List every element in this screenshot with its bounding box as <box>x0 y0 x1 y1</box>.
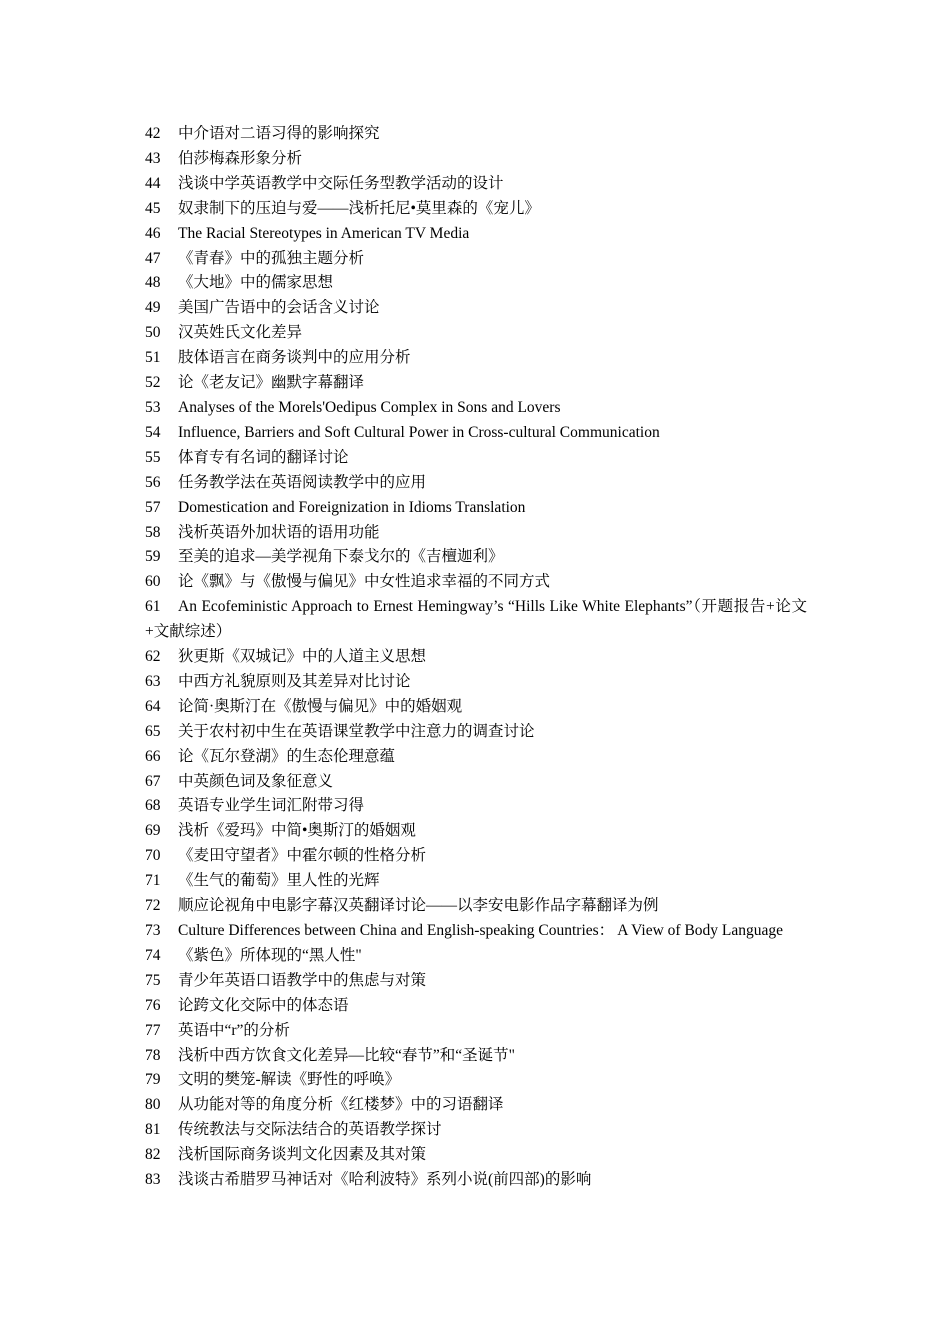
item-title: 任务教学法在英语阅读教学中的应用 <box>178 473 427 491</box>
list-item <box>145 794 807 819</box>
list-item <box>145 172 807 197</box>
item-number: 65 <box>145 722 161 740</box>
item-number: 55 <box>145 448 161 466</box>
item-title: The Racial Stereotypes in American TV Media <box>178 224 470 242</box>
item-number: 60 <box>145 573 161 591</box>
item-number: 49 <box>145 299 161 317</box>
item-number: 67 <box>145 772 161 790</box>
item-title: 浅谈古希腊罗马神话对《哈利波特》系列小说(前四部)的影响 <box>178 1171 592 1189</box>
item-title: 《紫色》所体现的“黑人性" <box>178 946 362 964</box>
item-title: 英语专业学生词汇附带习得 <box>178 797 365 815</box>
list-item <box>145 994 807 1019</box>
list-item <box>145 321 807 346</box>
list-item <box>145 894 807 919</box>
item-number: 63 <box>145 672 161 690</box>
list-item <box>145 1143 807 1168</box>
item-title: An Ecofeministic Approach to Ernest Hemingway’s “Hills Like White Elephants”（开题报告+论文+文献综述） <box>145 598 807 641</box>
item-number: 56 <box>145 473 161 491</box>
item-title: 论简·奥斯汀在《傲慢与偏见》中的婚姻观 <box>178 697 463 715</box>
list-item <box>145 496 807 521</box>
item-number: 50 <box>145 324 161 342</box>
list-item <box>145 421 807 446</box>
item-title: 狄更斯《双城记》中的人道主义思想 <box>178 648 427 666</box>
item-number: 79 <box>145 1071 161 1089</box>
item-number: 77 <box>145 1021 161 1039</box>
list-item <box>145 1019 807 1044</box>
item-number: 75 <box>145 971 161 989</box>
item-number: 48 <box>145 274 161 292</box>
item-number: 43 <box>145 149 161 167</box>
item-title: 文明的樊笼-解读《野性的呼唤》 <box>178 1071 401 1089</box>
list-item <box>145 1118 807 1143</box>
item-number: 78 <box>145 1046 161 1064</box>
list-item <box>145 595 807 645</box>
list-item <box>145 1168 807 1193</box>
item-title: 浅析中西方饮食文化差异—比较“春节”和“圣诞节" <box>178 1046 515 1064</box>
item-number: 54 <box>145 423 161 441</box>
thesis-topic-list <box>145 122 807 1193</box>
item-number: 58 <box>145 523 161 541</box>
list-item <box>145 296 807 321</box>
item-title: 关于农村初中生在英语课堂教学中注意力的调查讨论 <box>178 722 535 740</box>
item-title: 汉英姓氏文化差异 <box>178 324 303 342</box>
item-number: 59 <box>145 548 161 566</box>
item-number: 46 <box>145 224 161 242</box>
list-item <box>145 271 807 296</box>
item-number: 68 <box>145 797 161 815</box>
item-number: 45 <box>145 199 161 217</box>
item-title: 美国广告语中的会话含义讨论 <box>178 299 380 317</box>
list-item <box>145 670 807 695</box>
item-title: 浅析英语外加状语的语用功能 <box>178 523 380 541</box>
item-title: 论跨文化交际中的体态语 <box>178 996 349 1014</box>
item-title: 从功能对等的角度分析《红楼梦》中的习语翻译 <box>178 1096 504 1114</box>
list-item <box>145 197 807 222</box>
item-number: 71 <box>145 872 161 890</box>
item-title: Analyses of the Morels'Oedipus Complex in Sons and Lovers <box>178 398 561 416</box>
item-number: 80 <box>145 1096 161 1114</box>
list-item <box>145 122 807 147</box>
list-item <box>145 1068 807 1093</box>
list-item <box>145 247 807 272</box>
list-item <box>145 745 807 770</box>
list-item <box>145 645 807 670</box>
item-title: 中介语对二语习得的影响探究 <box>178 125 380 142</box>
list-item <box>145 570 807 595</box>
list-item <box>145 471 807 496</box>
list-item <box>145 222 807 247</box>
item-number: 70 <box>145 847 161 865</box>
item-title: 体育专有名词的翻译讨论 <box>178 448 349 466</box>
list-item <box>145 446 807 471</box>
list-item <box>145 521 807 546</box>
item-number: 82 <box>145 1146 161 1164</box>
list-item <box>145 695 807 720</box>
list-item <box>145 969 807 994</box>
item-number: 73 <box>145 922 161 939</box>
list-item <box>145 819 807 844</box>
item-number: 52 <box>145 374 161 392</box>
item-title: 至美的追求—美学视角下泰戈尔的《吉檀迦利》 <box>178 548 504 566</box>
item-number: 62 <box>145 648 161 666</box>
list-item <box>145 371 807 396</box>
item-number: 74 <box>145 946 161 964</box>
item-title: Influence, Barriers and Soft Cultural Power in Cross-cultural Communication <box>178 423 660 441</box>
item-title: 《大地》中的儒家思想 <box>178 274 334 292</box>
item-title: 中西方礼貌原则及其差异对比讨论 <box>178 672 411 690</box>
list-item <box>145 1044 807 1069</box>
item-title: 《生气的葡萄》里人性的光辉 <box>178 872 380 890</box>
item-title: 传统教法与交际法结合的英语教学探讨 <box>178 1121 442 1139</box>
item-title: 浅谈中学英语教学中交际任务型教学活动的设计 <box>178 174 504 192</box>
item-title: 伯莎梅森形象分析 <box>178 149 303 167</box>
item-title: Domestication and Foreignization in Idioms Translation <box>178 498 526 516</box>
list-item <box>145 770 807 795</box>
list-item <box>145 869 807 894</box>
item-title: 论《瓦尔登湖》的生态伦理意蕴 <box>178 747 396 765</box>
item-number: 47 <box>145 249 161 267</box>
list-item <box>145 844 807 869</box>
item-number: 72 <box>145 897 161 915</box>
item-number: 61 <box>145 598 161 616</box>
list-item <box>145 396 807 421</box>
item-title: 论《老友记》幽默字幕翻译 <box>178 374 365 392</box>
list-item <box>145 944 807 969</box>
item-title: 肢体语言在商务谈判中的应用分析 <box>178 349 411 367</box>
item-title: 英语中“r”的分析 <box>178 1021 290 1039</box>
item-number: 83 <box>145 1171 161 1189</box>
item-title: 顺应论视角中电影字幕汉英翻译讨论——以李安电影作品字幕翻译为例 <box>178 897 659 915</box>
list-item <box>145 1093 807 1118</box>
item-title: 论《飘》与《傲慢与偏见》中女性追求幸福的不同方式 <box>178 573 551 591</box>
item-title: 浅析国际商务谈判文化因素及其对策 <box>178 1146 427 1164</box>
list-item <box>145 720 807 745</box>
item-number: 44 <box>145 174 161 192</box>
item-title: 青少年英语口语教学中的焦虑与对策 <box>178 971 427 989</box>
item-number: 66 <box>145 747 161 765</box>
item-number: 69 <box>145 822 161 840</box>
item-title: 浅析《爱玛》中简•奥斯汀的婚姻观 <box>178 822 416 840</box>
list-item <box>145 346 807 371</box>
list-item <box>145 147 807 172</box>
item-title: 中英颜色词及象征意义 <box>178 772 334 790</box>
item-title: 《青春》中的孤独主题分析 <box>178 249 365 267</box>
list-item <box>145 545 807 570</box>
item-number: 81 <box>145 1121 161 1139</box>
item-title: 《麦田守望者》中霍尔顿的性格分析 <box>178 847 427 865</box>
item-title: 奴隶制下的压迫与爱——浅析托尼•莫里森的《宠儿》 <box>178 199 540 217</box>
item-title: Culture Differences between China and English-speaking Countries： A View of Body Language <box>178 922 784 939</box>
item-number: 64 <box>145 697 161 715</box>
item-number: 76 <box>145 996 161 1014</box>
item-number: 57 <box>145 498 161 516</box>
item-number: 42 <box>145 125 161 142</box>
list-item <box>145 919 807 944</box>
item-number: 53 <box>145 398 161 416</box>
item-number: 51 <box>145 349 161 367</box>
